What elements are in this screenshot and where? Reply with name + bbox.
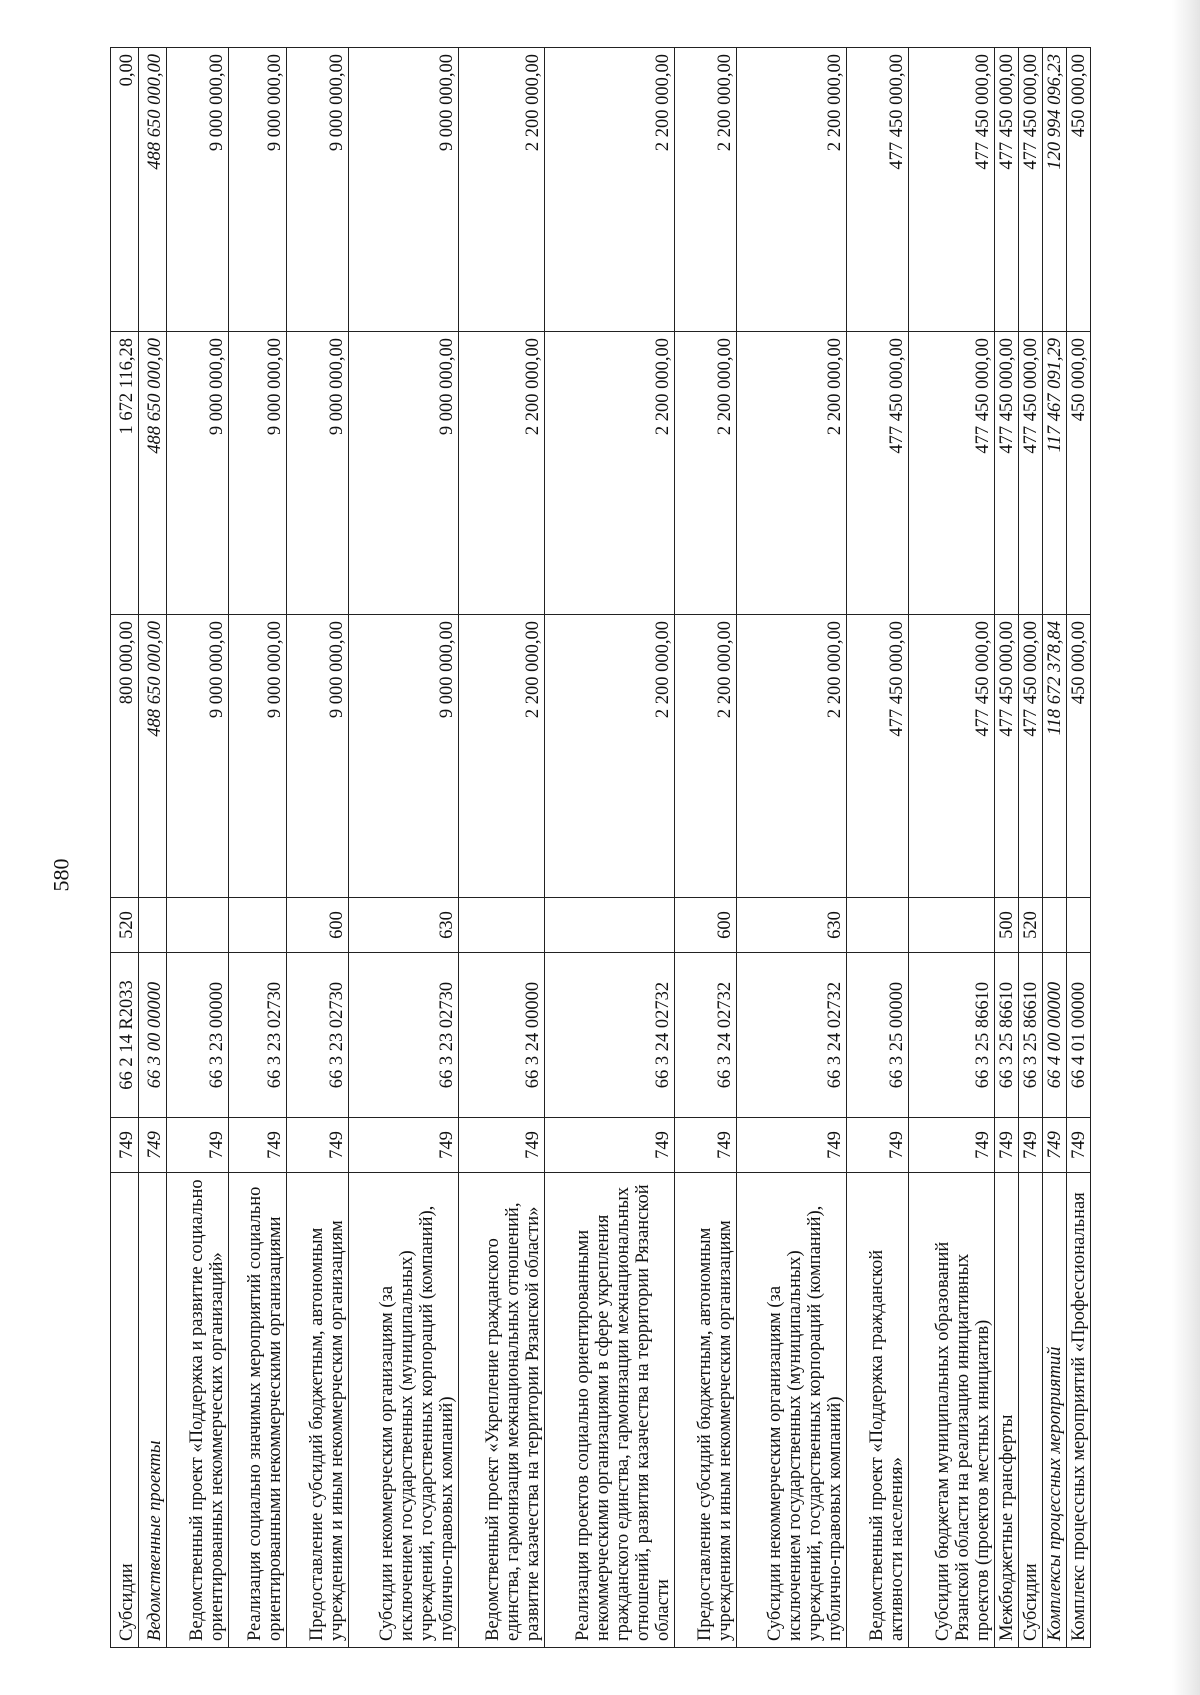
grbs-code-cell: 749 <box>737 1118 847 1173</box>
amount-year3-cell: 0,00 <box>111 48 139 332</box>
expense-type-cell <box>139 898 167 953</box>
table-row <box>229 48 287 1648</box>
amount-year1-cell: 477 450 000,00 <box>995 615 1019 898</box>
page-number: 580 <box>48 858 74 892</box>
table-row <box>287 48 349 1648</box>
table-row <box>1067 48 1091 1648</box>
amount-year2-cell: 477 450 000,00 <box>909 332 995 615</box>
row-name-cell: Реализация проектов социально ориентированными некоммерческими организациями в сфере укрепления гражданского единства, гармонизации межнациональных отношений, развития казачества на территории Рязанской области <box>545 1173 675 1648</box>
grbs-code-cell: 749 <box>167 1118 229 1173</box>
amount-year3-cell: 9 000 000,00 <box>229 48 287 332</box>
expense-type-cell <box>1067 898 1091 953</box>
row-name-cell: Ведомственный проект «Поддержка гражданской активности населения» <box>847 1173 909 1648</box>
row-name-cell: Субсидии <box>111 1173 139 1648</box>
amount-year3-cell: 477 450 000,00 <box>847 48 909 332</box>
amount-year1-cell: 2 200 000,00 <box>459 615 545 898</box>
grbs-code-cell: 749 <box>675 1118 737 1173</box>
target-article-cell: 66 3 24 02732 <box>737 953 847 1118</box>
table-row <box>139 48 167 1648</box>
row-name-cell: Субсидии некоммерческим организациям (за исключением государственных (муниципальных) учреждений, государственных корпораций (компаний), публично-правовых компаний) <box>349 1173 459 1648</box>
target-article-cell: 66 2 14 R2033 <box>111 953 139 1118</box>
amount-year2-cell: 450 000,00 <box>1067 332 1091 615</box>
target-article-cell: 66 4 01 00000 <box>1067 953 1091 1118</box>
target-article-cell: 66 3 25 86610 <box>1019 953 1043 1118</box>
grbs-code-cell: 749 <box>111 1118 139 1173</box>
amount-year1-cell: 477 450 000,00 <box>909 615 995 898</box>
grbs-code-cell: 749 <box>847 1118 909 1173</box>
budget-table <box>110 47 1091 1648</box>
amount-year2-cell: 9 000 000,00 <box>349 332 459 615</box>
target-article-cell: 66 3 23 00000 <box>167 953 229 1118</box>
target-article-cell: 66 3 23 02730 <box>229 953 287 1118</box>
grbs-code-cell: 749 <box>545 1118 675 1173</box>
expense-type-cell: 600 <box>287 898 349 953</box>
expense-type-cell <box>909 898 995 953</box>
table-row <box>675 48 737 1648</box>
amount-year1-cell: 9 000 000,00 <box>167 615 229 898</box>
amount-year1-cell: 488 650 000,00 <box>139 615 167 898</box>
amount-year3-cell: 2 200 000,00 <box>737 48 847 332</box>
amount-year3-cell: 9 000 000,00 <box>287 48 349 332</box>
expense-type-cell <box>459 898 545 953</box>
grbs-code-cell: 749 <box>1067 1118 1091 1173</box>
row-name-cell: Ведомственный проект «Укрепление гражданского единства, гармонизация межнациональных отношений, развитие казачества на территории Рязанской области» <box>459 1173 545 1648</box>
amount-year1-cell: 118 672 378,84 <box>1043 615 1067 898</box>
amount-year2-cell: 2 200 000,00 <box>737 332 847 615</box>
row-name-cell: Комплекс процессных мероприятий «Профессиональная <box>1067 1173 1091 1648</box>
amount-year1-cell: 477 450 000,00 <box>1019 615 1043 898</box>
table-row <box>349 48 459 1648</box>
amount-year3-cell: 9 000 000,00 <box>167 48 229 332</box>
amount-year2-cell: 477 450 000,00 <box>995 332 1019 615</box>
amount-year2-cell: 9 000 000,00 <box>229 332 287 615</box>
grbs-code-cell: 749 <box>909 1118 995 1173</box>
amount-year3-cell: 9 000 000,00 <box>349 48 459 332</box>
amount-year1-cell: 2 200 000,00 <box>737 615 847 898</box>
table-body <box>111 48 1091 1648</box>
amount-year3-cell: 477 450 000,00 <box>995 48 1019 332</box>
expense-type-cell: 600 <box>675 898 737 953</box>
amount-year2-cell: 2 200 000,00 <box>675 332 737 615</box>
target-article-cell: 66 3 25 86610 <box>909 953 995 1118</box>
grbs-code-cell: 749 <box>349 1118 459 1173</box>
table-row <box>1019 48 1043 1648</box>
row-name-cell: Комплексы процессных мероприятий <box>1043 1173 1067 1648</box>
amount-year1-cell: 9 000 000,00 <box>349 615 459 898</box>
amount-year2-cell: 477 450 000,00 <box>1019 332 1043 615</box>
table-row <box>167 48 229 1648</box>
amount-year2-cell: 2 200 000,00 <box>459 332 545 615</box>
grbs-code-cell: 749 <box>1019 1118 1043 1173</box>
target-article-cell: 66 3 25 00000 <box>847 953 909 1118</box>
target-article-cell: 66 3 25 86610 <box>995 953 1019 1118</box>
amount-year1-cell: 9 000 000,00 <box>229 615 287 898</box>
grbs-code-cell: 749 <box>995 1118 1019 1173</box>
table-row <box>909 48 995 1648</box>
scan-edge <box>1172 0 1200 1695</box>
grbs-code-cell: 749 <box>229 1118 287 1173</box>
expense-type-cell <box>847 898 909 953</box>
target-article-cell: 66 3 23 02730 <box>287 953 349 1118</box>
amount-year1-cell: 800 000,00 <box>111 615 139 898</box>
expense-type-cell: 500 <box>995 898 1019 953</box>
amount-year2-cell: 477 450 000,00 <box>847 332 909 615</box>
amount-year3-cell: 2 200 000,00 <box>545 48 675 332</box>
amount-year2-cell: 1 672 116,28 <box>111 332 139 615</box>
amount-year3-cell: 477 450 000,00 <box>909 48 995 332</box>
row-name-cell: Ведомственный проект «Поддержка и развитие социально ориентированных некоммерческих организаций» <box>167 1173 229 1648</box>
grbs-code-cell: 749 <box>1043 1118 1067 1173</box>
amount-year3-cell: 2 200 000,00 <box>675 48 737 332</box>
expense-type-cell <box>545 898 675 953</box>
amount-year2-cell: 2 200 000,00 <box>545 332 675 615</box>
amount-year2-cell: 9 000 000,00 <box>287 332 349 615</box>
expense-type-cell: 520 <box>111 898 139 953</box>
expense-type-cell <box>229 898 287 953</box>
target-article-cell: 66 3 24 02732 <box>545 953 675 1118</box>
amount-year1-cell: 477 450 000,00 <box>847 615 909 898</box>
amount-year2-cell: 117 467 091,29 <box>1043 332 1067 615</box>
expense-type-cell: 520 <box>1019 898 1043 953</box>
amount-year1-cell: 450 000,00 <box>1067 615 1091 898</box>
amount-year3-cell: 477 450 000,00 <box>1019 48 1043 332</box>
table-row <box>459 48 545 1648</box>
table-row <box>737 48 847 1648</box>
target-article-cell: 66 3 24 02732 <box>675 953 737 1118</box>
amount-year1-cell: 2 200 000,00 <box>675 615 737 898</box>
amount-year3-cell: 2 200 000,00 <box>459 48 545 332</box>
amount-year3-cell: 450 000,00 <box>1067 48 1091 332</box>
row-name-cell: Субсидии бюджетам муниципальных образований Рязанской области на реализацию инициативных проектов (проектов местных инициатив) <box>909 1173 995 1648</box>
amount-year3-cell: 488 650 000,00 <box>139 48 167 332</box>
expense-type-cell: 630 <box>349 898 459 953</box>
grbs-code-cell: 749 <box>287 1118 349 1173</box>
amount-year3-cell: 120 994 096,23 <box>1043 48 1067 332</box>
table-row <box>111 48 139 1648</box>
table-row <box>995 48 1019 1648</box>
expense-type-cell <box>167 898 229 953</box>
grbs-code-cell: 749 <box>459 1118 545 1173</box>
row-name-cell: Субсидии <box>1019 1173 1043 1648</box>
amount-year2-cell: 9 000 000,00 <box>167 332 229 615</box>
amount-year2-cell: 488 650 000,00 <box>139 332 167 615</box>
amount-year1-cell: 9 000 000,00 <box>287 615 349 898</box>
table-row <box>847 48 909 1648</box>
grbs-code-cell: 749 <box>139 1118 167 1173</box>
row-name-cell: Ведомственные проекты <box>139 1173 167 1648</box>
table-row <box>1043 48 1067 1648</box>
target-article-cell: 66 4 00 00000 <box>1043 953 1067 1118</box>
row-name-cell: Предоставление субсидий бюджетным, автономным учреждениям и иным некоммерческим организациям <box>287 1173 349 1648</box>
amount-year1-cell: 2 200 000,00 <box>545 615 675 898</box>
budget-table-wrapper <box>110 48 1090 1648</box>
expense-type-cell: 630 <box>737 898 847 953</box>
row-name-cell: Межбюджетные трансферты <box>995 1173 1019 1648</box>
target-article-cell: 66 3 00 00000 <box>139 953 167 1118</box>
row-name-cell: Субсидии некоммерческим организациям (за исключением государственных (муниципальных) учреждений, государственных корпораций (компаний), публично-правовых компаний) <box>737 1173 847 1648</box>
target-article-cell: 66 3 24 00000 <box>459 953 545 1118</box>
target-article-cell: 66 3 23 02730 <box>349 953 459 1118</box>
table-row <box>545 48 675 1648</box>
row-name-cell: Предоставление субсидий бюджетным, автономным учреждениям и иным некоммерческим организациям <box>675 1173 737 1648</box>
expense-type-cell <box>1043 898 1067 953</box>
row-name-cell: Реализация социально значимых мероприятий социально ориентированными некоммерческими организациями <box>229 1173 287 1648</box>
